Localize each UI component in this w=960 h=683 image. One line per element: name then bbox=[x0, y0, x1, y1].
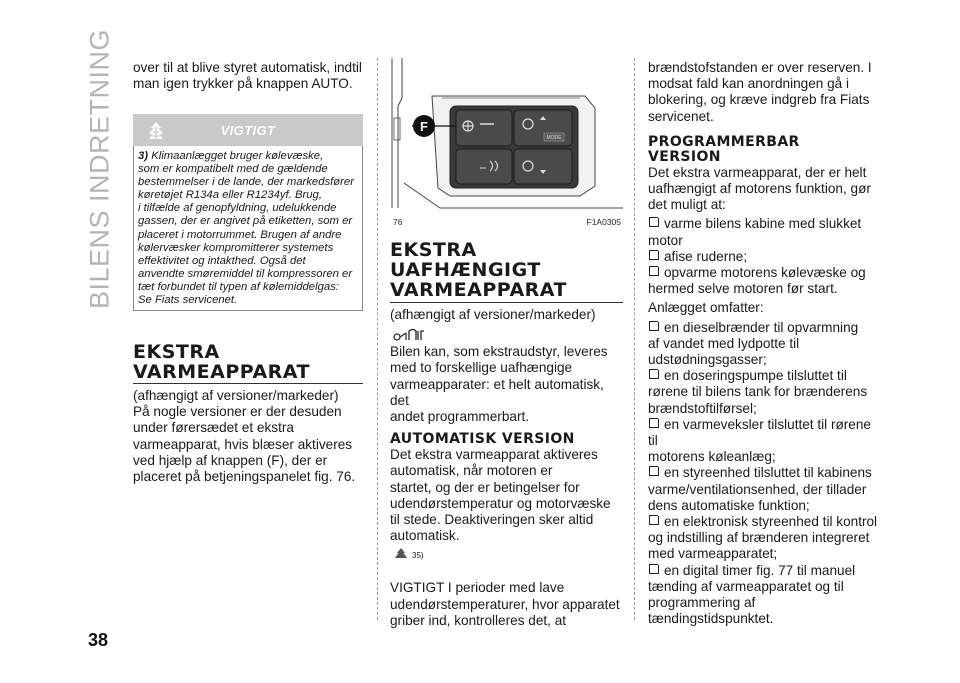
text-line: andet programmerbart. bbox=[390, 409, 530, 425]
col3-body bbox=[648, 60, 883, 628]
text-line: varme/ventilationsenhed, der tillader bbox=[648, 481, 867, 497]
text-line: under førersædet et ekstra bbox=[133, 420, 294, 436]
bullet-box-icon bbox=[649, 321, 659, 331]
text-line: udstødningsgasser; bbox=[648, 352, 767, 368]
section-heading-ekstra-uafhaengigt bbox=[390, 240, 623, 300]
heading-line: VARMEAPPARAT bbox=[390, 279, 567, 301]
accessory-symbol-icon bbox=[392, 325, 426, 343]
text-line: Bilen kan, som ekstraudstyr, leveres bbox=[390, 344, 608, 360]
text-line: varme bilens kabine med slukket bbox=[664, 216, 862, 232]
text-line: rørene til bilens tank for brænderens bbox=[648, 384, 868, 400]
text-line: brændstoftilførsel; bbox=[648, 400, 757, 416]
text-line: (afhængigt af versioner/markeder) bbox=[390, 307, 596, 322]
text-line: Se Fiats servicenet. bbox=[138, 294, 238, 307]
heading-line: EKSTRA bbox=[390, 239, 477, 261]
text-line: varmeapparat, hvis blæser aktiveres bbox=[133, 436, 353, 452]
list-item bbox=[648, 514, 883, 563]
list-item bbox=[648, 417, 883, 466]
column-divider bbox=[634, 58, 636, 620]
text-line: startet, og der er betingelser for bbox=[390, 479, 580, 495]
text-line: udendørstemperatur og motorvæske bbox=[390, 495, 611, 511]
heading-line: UAFHÆNGIGT bbox=[390, 259, 541, 281]
text-line: bestemmelser i de lande, der markedsfører bbox=[138, 176, 354, 189]
subheading-programmerbar: VERSION bbox=[648, 148, 721, 165]
text-line: hermed selve motoren før start. bbox=[648, 281, 838, 297]
figure-code: F1A0305 bbox=[586, 217, 621, 227]
text-line: dens automatiske funktion; bbox=[648, 497, 810, 513]
text-line bbox=[138, 150, 358, 163]
warning-title: VIGTIGT bbox=[220, 123, 276, 138]
list-item bbox=[648, 563, 883, 628]
text-line: kølervæsker kompromitterer systemets bbox=[138, 241, 334, 254]
text-line: automatisk. bbox=[390, 528, 460, 544]
text-line: en styreenhed tilsluttet til kabinens bbox=[664, 465, 872, 481]
col2-body bbox=[390, 307, 623, 629]
text-line: tænding af varmeapparatet og til bbox=[648, 578, 844, 594]
text-line: udendørstemperaturer, hvor apparatet bbox=[390, 596, 620, 612]
warning-tree-small-icon bbox=[394, 548, 408, 560]
heading-rule bbox=[133, 383, 363, 384]
text-line: Det ekstra varmeapparat, der er helt bbox=[648, 164, 867, 180]
heading-line: VARMEAPPARAT bbox=[133, 361, 310, 383]
text-line: Det ekstra varmeapparat aktiveres bbox=[390, 447, 598, 463]
bullet-box-icon bbox=[649, 466, 659, 476]
col1-body bbox=[133, 388, 363, 485]
text-line: blokering, og kræve indgreb fra Fiats bbox=[648, 92, 870, 108]
text-line: en elektronisk styreenhed til kontrol bbox=[664, 514, 878, 530]
warning-header bbox=[133, 114, 363, 146]
bullet-box-icon bbox=[649, 515, 659, 525]
warning-box bbox=[133, 114, 363, 324]
list-item bbox=[648, 265, 883, 297]
text-line: modsat fald kan anordningen gå i bbox=[648, 76, 850, 92]
subheading-automatisk-version: AUTOMATISK VERSION bbox=[390, 431, 575, 448]
list-item bbox=[648, 249, 883, 265]
column-divider bbox=[377, 58, 379, 620]
text-line: med to forskellige uafhængige bbox=[390, 360, 573, 376]
text-line: gassen, der er angivet på etiketten, som er bbox=[138, 215, 353, 228]
text-line: over til at blive styret automatisk, indtil bbox=[133, 60, 362, 75]
text-line: anvendte smøremiddel til kompressoren er bbox=[138, 267, 353, 280]
text-line: til stede. Deaktiveringen sker altid bbox=[390, 512, 594, 528]
text-line: som er kompatibelt med de gældende bbox=[138, 163, 328, 176]
text-line: køretøjet R134a eller R1234yf. Brug, bbox=[138, 189, 322, 202]
text-line: Klimaanlægget bruger kølevæske, bbox=[151, 150, 324, 162]
bullet-box-icon bbox=[649, 564, 659, 574]
text-line: en doseringspumpe tilsluttet til bbox=[664, 368, 847, 384]
heading-line: EKSTRA bbox=[133, 341, 220, 363]
page-number: 38 bbox=[88, 630, 109, 650]
text-line: varmeapparater: et helt automatisk, det bbox=[390, 376, 604, 408]
section-heading-ekstra-varmeapparat bbox=[133, 342, 363, 382]
list-item bbox=[648, 320, 883, 369]
text-line: man igen trykker på knappen AUTO. bbox=[133, 76, 353, 92]
text-line: motor bbox=[648, 232, 683, 248]
col1-intro bbox=[133, 60, 363, 92]
side-section-title-text: BILENS INDRETNING bbox=[84, 28, 115, 310]
callout-letter-f: F bbox=[420, 119, 428, 134]
note-reference bbox=[390, 548, 623, 568]
figure-number: 76 bbox=[393, 217, 403, 227]
figure-caption bbox=[393, 217, 621, 227]
figure-control-panel bbox=[390, 58, 623, 226]
subheading-programmerbar: PROGRAMMERBAR bbox=[648, 133, 800, 150]
bullet-box-icon bbox=[649, 418, 659, 428]
text-line: brændstofstanden er over reserven. I bbox=[648, 60, 872, 75]
text-line: (afhængigt af versioner/markeder) bbox=[133, 388, 339, 403]
mode-label: MODE bbox=[546, 135, 562, 141]
text-line: ved hjælp af knappen (F), der er bbox=[133, 452, 328, 468]
bullet-box-icon bbox=[649, 250, 659, 260]
text-line: og indstilling af brænderen integreret bbox=[648, 530, 870, 546]
text-line: effektivitet og intakthed. Også det bbox=[138, 254, 306, 267]
text-line: VIGTIGT I perioder med lave bbox=[390, 580, 565, 596]
warning-body bbox=[133, 146, 363, 311]
text-line: opvarme motorens kølevæske og bbox=[664, 265, 866, 281]
text-line: en dieselbrænder til opvarmning bbox=[664, 319, 859, 335]
text-line: servicenet. bbox=[648, 108, 714, 124]
text-line: tæt forbundet til typen af kølemiddelgas: bbox=[138, 280, 339, 293]
text-line: Anlægget omfatter: bbox=[648, 300, 764, 316]
bullet-box-icon bbox=[649, 266, 659, 276]
bullet-box-icon bbox=[649, 369, 659, 379]
text-line: programmering af tændingstidspunktet. bbox=[648, 595, 774, 627]
text-line: placeret på betjeningspanelet fig. 76. bbox=[133, 469, 356, 485]
text-line: griber ind, kontrolleres det, at bbox=[390, 612, 567, 628]
list-item bbox=[648, 465, 883, 514]
list-item bbox=[648, 216, 883, 248]
text-line: med varmeapparatet; bbox=[648, 546, 778, 562]
text-line: en digital timer fig. 77 til manuel bbox=[664, 562, 856, 578]
text-line: en varmeveksler tilsluttet til rørene til bbox=[648, 416, 871, 449]
bullet-box-icon bbox=[649, 217, 659, 227]
heading-rule bbox=[390, 302, 623, 303]
text-line: det muligt at: bbox=[648, 197, 726, 213]
text-line: På nogle versioner er der desuden bbox=[133, 404, 342, 420]
text-line: afise ruderne; bbox=[664, 248, 748, 264]
text-line: automatisk, når motoren er bbox=[390, 463, 553, 479]
text-line: af vandet med lydpotte til bbox=[648, 335, 800, 351]
note-marker: 3) bbox=[138, 150, 149, 162]
note-reference-number: 35) bbox=[412, 551, 424, 561]
text-line: i tilfælde af genopfyldning, udelukkende bbox=[138, 202, 337, 215]
side-section-title bbox=[82, 28, 118, 310]
list-item bbox=[648, 368, 883, 417]
text-line: uafhængigt af motorens funktion, gør bbox=[648, 181, 871, 197]
text-line: motorens køleanlæg; bbox=[648, 449, 776, 465]
text-line: placeret i motorrummet. Brugen af andre bbox=[138, 228, 342, 241]
